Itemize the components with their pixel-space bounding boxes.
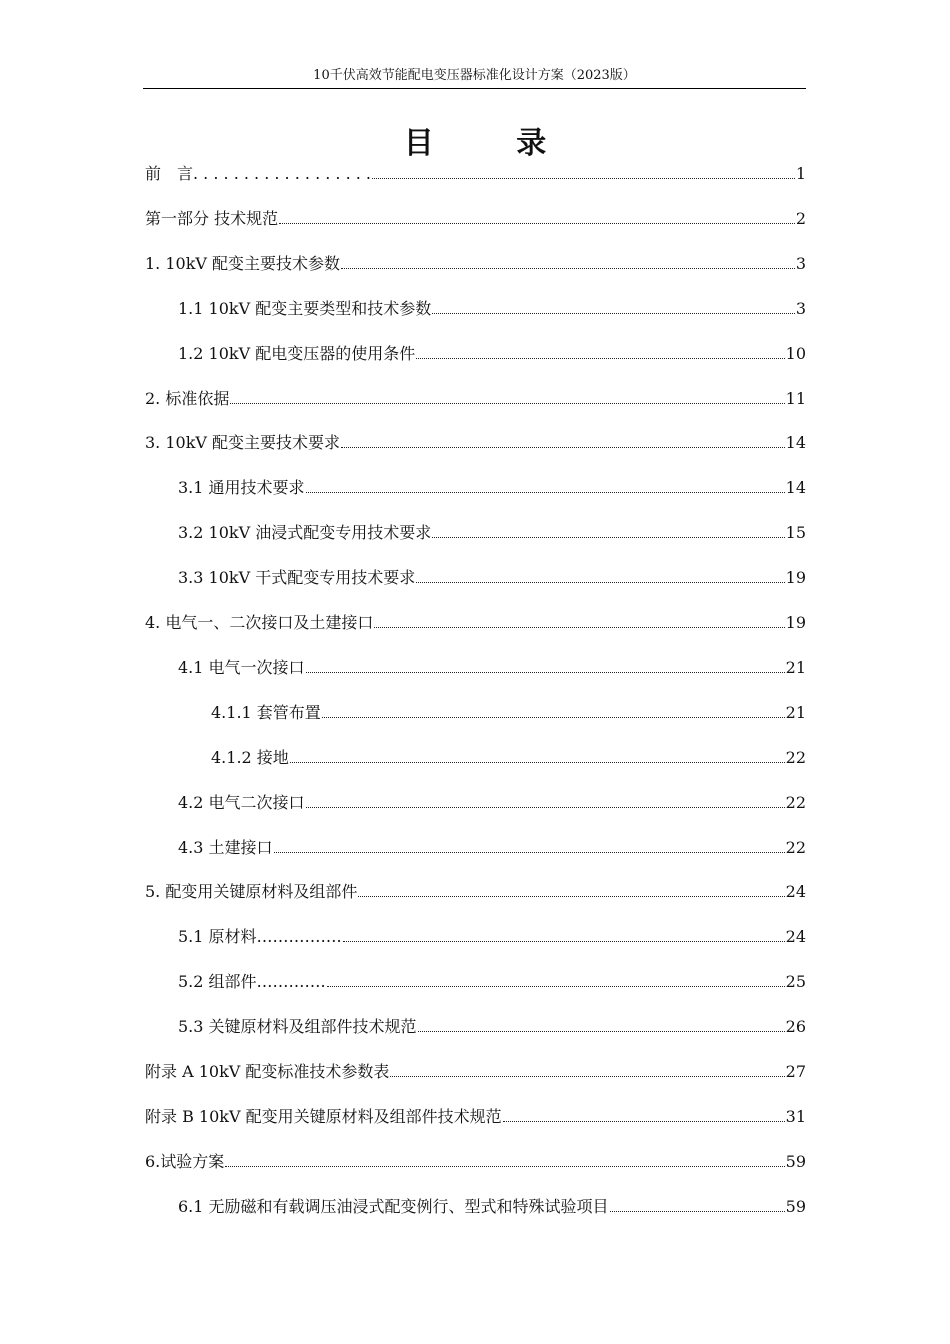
toc-entry-page-number: 19 [785, 568, 806, 588]
toc-entry-label: 5. 配变用关键原材料及组部件 [145, 882, 358, 902]
page-title: 目 录 [403, 126, 583, 161]
toc-entry[interactable] [145, 430, 806, 456]
toc-entry-label: 5.1 原材料……………. [178, 927, 342, 947]
toc-entry-page-number: 2 [795, 208, 806, 228]
toc-entry[interactable] [178, 1014, 806, 1040]
toc-entry-page-number: 25 [785, 972, 806, 992]
toc-entry-page-number: 14 [785, 433, 806, 453]
toc-entry[interactable] [178, 835, 806, 861]
toc-entry-label: 6.试验方案 [145, 1151, 225, 1171]
dot-leader [341, 268, 795, 269]
toc-entry-label: 3.2 10kV 油浸式配变专用技术要求 [178, 523, 432, 543]
dot-leader [416, 358, 784, 359]
dot-leader [343, 941, 785, 942]
toc-entry-label: 1. 10kV 配变主要技术参数 [145, 253, 341, 273]
toc-entry-label: 3.3 10kV 干式配变专用技术要求 [178, 568, 416, 588]
dot-leader [327, 986, 785, 987]
dot-leader [416, 582, 784, 583]
toc-entry-label: 1.1 10kV 配变主要类型和技术参数 [178, 298, 432, 318]
toc-entry-label: 前 言. . . . . . . . . . . . . . . . . . [145, 164, 372, 183]
toc-entry[interactable] [178, 655, 806, 681]
toc-entry-label: 4.1.2 接地 [211, 747, 289, 767]
toc-entry-label: 2. 标准依据 [145, 388, 230, 408]
toc-entry-label: 附录 A 10kV 配变标准技术参数表 [145, 1062, 390, 1081]
toc-entry[interactable] [145, 251, 806, 277]
toc-entry[interactable] [178, 296, 806, 322]
toc-entry-page-number: 11 [785, 388, 806, 408]
dot-leader [279, 223, 795, 224]
toc-entry-label: 附录 B 10kV 配变用关键原材料及组部件技术规范 [145, 1106, 502, 1126]
dot-leader [372, 178, 795, 179]
dot-leader [432, 313, 795, 314]
toc-entry[interactable] [178, 565, 806, 591]
toc-entry[interactable] [145, 1104, 806, 1130]
dot-leader [341, 447, 785, 448]
toc-entry[interactable] [145, 879, 806, 905]
toc-entry[interactable] [145, 610, 806, 636]
toc-entry-label: 4.1.1 套管布置 [211, 702, 321, 722]
toc-entry-page-number: 26 [785, 1017, 806, 1037]
toc-entry-label: 5.3 关键原材料及组部件技术规范 [178, 1017, 417, 1037]
toc-entry-page-number: 27 [785, 1062, 806, 1081]
toc-entry-page-number: 22 [785, 747, 806, 767]
toc-entry-page-number: 19 [785, 613, 806, 632]
toc-entry-page-number: 22 [785, 792, 806, 812]
toc-entry-page-number: 24 [785, 882, 806, 902]
toc-entry-page-number: 15 [785, 523, 806, 543]
toc-entry[interactable] [178, 1194, 806, 1220]
toc-entry-label: 4. 电气一、二次接口及土建接口 [145, 613, 374, 632]
dot-leader [610, 1211, 785, 1212]
toc-entry-page-number: 59 [785, 1196, 806, 1216]
dot-leader [306, 492, 785, 493]
toc-entry[interactable] [178, 924, 806, 950]
toc-entry-page-number: 10 [785, 343, 806, 363]
page-header [143, 64, 806, 89]
toc-entry-label: 3.1 通用技术要求 [178, 478, 305, 498]
toc-entry[interactable] [211, 745, 806, 771]
toc-entry-page-number: 31 [785, 1106, 806, 1126]
dot-leader [358, 896, 784, 897]
dot-leader [322, 717, 785, 718]
toc-entry-page-number: 59 [785, 1151, 806, 1171]
toc-entry-page-number: 1 [795, 164, 806, 183]
toc-entry[interactable] [178, 969, 806, 995]
dot-leader [390, 1076, 784, 1077]
toc-entry[interactable] [211, 700, 806, 726]
toc-entry[interactable] [145, 161, 806, 187]
toc-entry-label: 4.2 电气二次接口 [178, 792, 305, 812]
toc-entry[interactable] [178, 790, 806, 816]
toc-entry-page-number: 22 [785, 837, 806, 857]
dot-leader [432, 537, 784, 538]
toc-entry-label: 5.2 组部件…………. [178, 972, 326, 992]
toc-entry-label: 第一部分 技术规范 [145, 208, 279, 228]
toc-entry[interactable] [145, 1059, 806, 1085]
dot-leader [306, 672, 785, 673]
toc-entry-page-number: 3 [795, 253, 806, 273]
dot-leader [374, 627, 784, 628]
toc-entry[interactable] [178, 475, 806, 501]
toc-entry[interactable] [145, 206, 806, 232]
toc-entry[interactable] [145, 386, 806, 412]
page-header-text: 10千伏高效节能配电变压器标准化设计方案（2023版） [313, 68, 636, 83]
dot-leader [503, 1121, 785, 1122]
toc-entry-label: 4.3 土建接口 [178, 837, 273, 857]
dot-leader [290, 762, 785, 763]
dot-leader [306, 807, 785, 808]
toc-entry-label: 4.1 电气一次接口 [178, 657, 305, 677]
toc-entry-page-number: 21 [785, 702, 806, 722]
toc-entry[interactable] [178, 341, 806, 367]
toc-entry-label: 3. 10kV 配变主要技术要求 [145, 433, 341, 453]
toc-entry-page-number: 14 [785, 478, 806, 498]
dot-leader [225, 1166, 784, 1167]
toc-entry-page-number: 24 [785, 927, 806, 947]
toc-entry-label: 6.1 无励磁和有载调压油浸式配变例行、型式和特殊试验项目 [178, 1196, 609, 1216]
toc-entry[interactable] [178, 520, 806, 546]
toc-entry-page-number: 3 [795, 298, 806, 318]
dot-leader [274, 852, 785, 853]
toc-entry[interactable] [145, 1149, 806, 1175]
dot-leader [230, 403, 784, 404]
toc-entry-page-number: 21 [785, 657, 806, 677]
dot-leader [418, 1031, 785, 1032]
toc-entry-label: 1.2 10kV 配电变压器的使用条件 [178, 343, 416, 363]
